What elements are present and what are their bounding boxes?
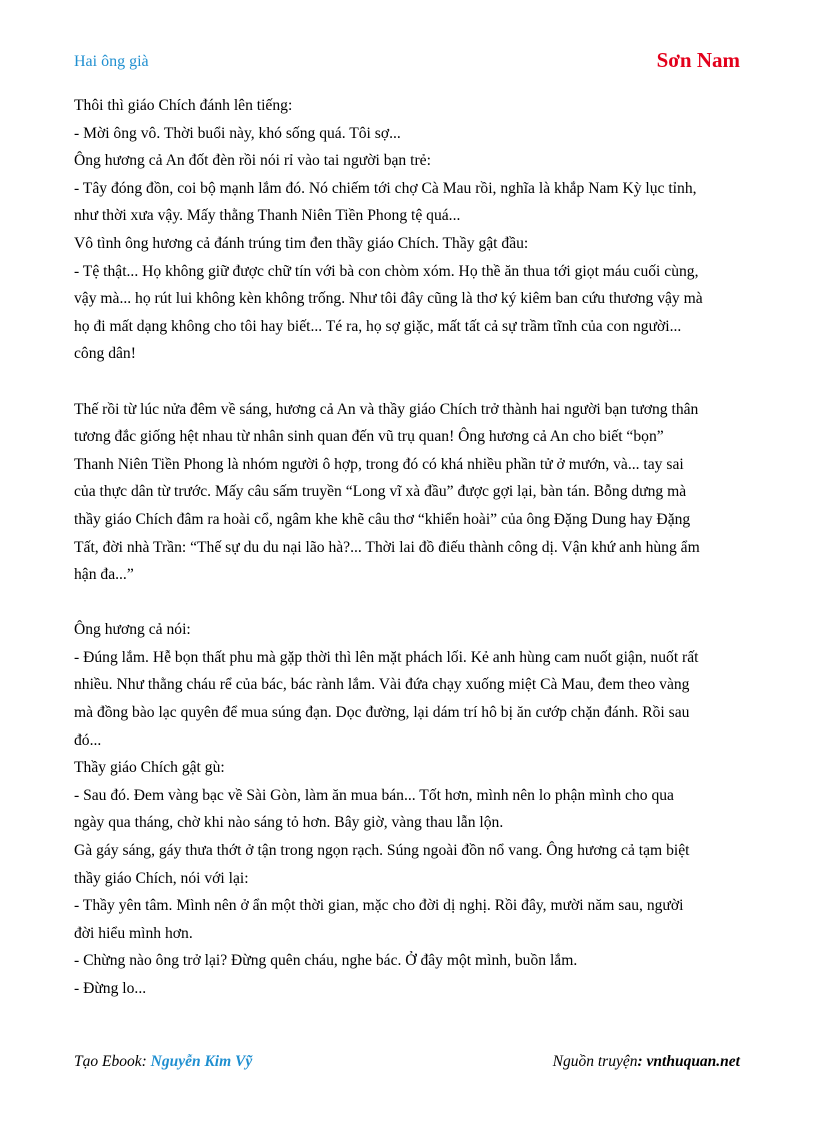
text-line: thầy giáo Chích, nói với lại:: [74, 869, 249, 887]
book-title: Hai ông già: [74, 53, 149, 70]
text-line: họ đi mất dạng không cho tôi hay biết... Té ra, họ sợ giặc, mất tất cả sự trầm tĩnh của con người...: [74, 317, 682, 335]
text-line: thầy giáo Chích đâm ra hoài cổ, ngâm khe khẽ câu thơ “khiển hoài” của ông Đặng Dung hay Đặng: [74, 510, 691, 528]
source-colon: :: [637, 1053, 643, 1070]
text-line: - Chừng nào ông trở lại? Đừng quên cháu, nghe bác. Ở đây một mình, buồn lắm.: [74, 952, 578, 970]
page-footer: [74, 1053, 742, 1077]
text-line: đó...: [74, 731, 102, 749]
text-line: Thầy giáo Chích gật gù:: [74, 759, 225, 777]
author-name: Sơn Nam: [656, 48, 740, 72]
text-line: - Sau đó. Đem vàng bạc về Sài Gòn, làm ăn mua bán... Tốt hơn, mình nên lo phận mình cho qua: [74, 786, 674, 804]
text-line: vậy mà... họ rút lui không kèn không trống. Như tôi đây cũng là thơ ký kiêm ban cứu thương vậy mà: [74, 290, 703, 308]
text-line: Ông hương cả nói:: [74, 621, 191, 639]
text-line: Thế rồi từ lúc nửa đêm về sáng, hương cả An và thầy giáo Chích trở thành hai người bạn tương thân: [74, 400, 699, 418]
text-line: - Thầy yên tâm. Mình nên ở ẩn một thời gian, mặc cho đời dị nghị. Rồi đây, mười năm sau, người: [74, 897, 684, 915]
text-line: - Đúng lắm. Hễ bọn thất phu mà gặp thời thì lên mặt phách lối. Kẻ anh hùng cam nuốt giận, nuốt rất: [74, 648, 699, 666]
ebook-colon: :: [141, 1053, 147, 1070]
text-line: công dân!: [74, 345, 136, 363]
ebook-label: Tạo Ebook: [74, 1053, 142, 1070]
text-line: Tất, đời nhà Trần: “Thế sự du du nại lão hà?... Thời lai đồ điếu thành công dị. Vận khứ anh hùng ẩm: [74, 538, 700, 556]
text-line: Thôi thì giáo Chích đánh lên tiếng:: [74, 97, 293, 114]
text-line: của thực dân từ trước. Mấy câu sấm truyền “Long vĩ xà đầu” được gợi lại, bàn tán. Bỗng dưng mà: [74, 483, 687, 501]
paragraph-gap: [74, 368, 746, 396]
text-line: Ông hương cả An đốt đèn rồi nói rỉ vào tai người bạn trẻ:: [74, 152, 431, 170]
page-header: [74, 48, 742, 76]
text-line: - Đừng lo...: [74, 980, 147, 997]
text-line: ngày qua tháng, chờ khi nào sáng tỏ hơn. Bây giờ, vàng thau lẫn lộn.: [74, 814, 504, 832]
ebook-credit: [74, 1053, 252, 1071]
source-credit: [553, 1053, 740, 1071]
source-link[interactable]: vnthuquan.net: [646, 1053, 740, 1070]
text-line: - Mời ông vô. Thời buổi này, khó sống quá. Tôi sợ...: [74, 124, 401, 142]
text-line: - Tệ thật... Họ không giữ được chữ tín với bà con chòm xóm. Họ thề ăn thua tới giọt máu cuối cùng,: [74, 262, 699, 280]
text-line: đời hiểu mình hơn.: [74, 924, 193, 942]
text-line: nhiều. Như thằng cháu rể của bác, bác rành lắm. Vài đứa chạy xuống miệt Cà Mau, đem theo vàng: [74, 676, 690, 694]
text-line: Gà gáy sáng, gáy thưa thớt ở tận trong ngọn rạch. Súng ngoài đồn nổ vang. Ông hương cả tạm biệt: [74, 842, 690, 860]
source-label: Nguồn truyện: [552, 1053, 638, 1070]
text-line: - Tây đóng đồn, coi bộ mạnh lắm đó. Nó chiếm tới chợ Cà Mau rồi, nghĩa là khắp Nam Kỳ lục tỉnh,: [74, 179, 697, 197]
paragraph-gap: [74, 589, 746, 617]
text-line: Vô tình ông hương cả đánh trúng tim đen thầy giáo Chích. Thầy gật đầu:: [74, 234, 529, 252]
text-line: Thanh Niên Tiền Phong là nhóm người ô hợp, trong đó có khá nhiều phần tử ở mướn, và... tay sai: [74, 455, 684, 473]
text-line: tương đắc giống hệt nhau từ nhân sinh quan đến vũ trụ quan! Ông hương cả An cho biết “bọn”: [74, 428, 664, 446]
ebook-creator: Nguyễn Kim Vỹ: [150, 1053, 253, 1070]
story-text: [74, 92, 746, 1003]
text-line: hận đa...”: [74, 566, 134, 584]
text-line: mà đồng bào lạc quyên để mua súng đạn. Dọc đường, lại dám trí hô bị ăn cướp chặn đánh. Rồi sau: [74, 704, 690, 722]
text-line: như thời xưa vậy. Mấy thằng Thanh Niên Tiền Phong tệ quá...: [74, 207, 461, 225]
